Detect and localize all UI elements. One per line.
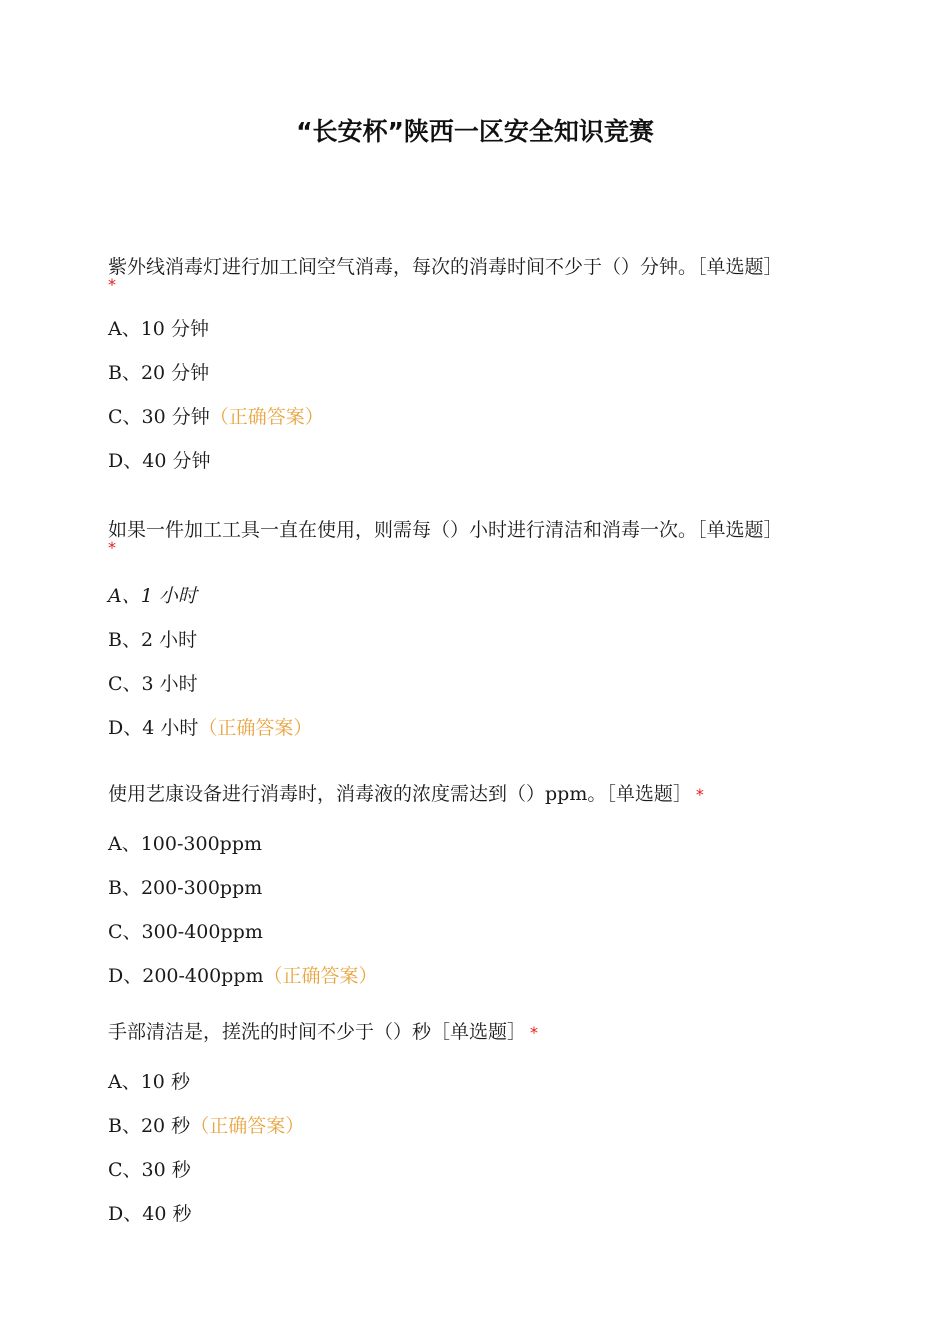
option-list	[108, 585, 848, 761]
option-list	[108, 1071, 848, 1247]
option-c: C、30 分钟（正确答案）	[108, 406, 324, 428]
option-b: B、20 秒（正确答案）	[108, 1115, 305, 1137]
question-text: 手部清洁是，搓洗的时间不少于（）秒［单选题］ *	[108, 1021, 539, 1043]
question-text: 使用艺康设备进行消毒时，消毒液的浓度需达到（）ppm。［单选题］ *	[108, 783, 704, 805]
required-mark: *	[108, 275, 116, 294]
question-4	[108, 1019, 848, 1247]
question-type: ［单选题］	[697, 256, 783, 278]
option-c: C、300-400ppm	[108, 921, 263, 943]
question-type: ［单选题］	[431, 1021, 527, 1043]
option-d: D、40 分钟	[108, 450, 211, 472]
page-title: “长安杯”陕西一区安全知识竞赛	[296, 117, 654, 146]
question-1	[108, 254, 848, 494]
question-3	[108, 781, 848, 1009]
option-b: B、20 分钟	[108, 362, 210, 384]
option-d: D、200-400ppm（正确答案）	[108, 965, 378, 987]
question-text: 紫外线消毒灯进行加工间空气消毒，每次的消毒时间不少于（）分钟。［单选题］	[108, 256, 783, 278]
correct-answer-mark: （正确答案）	[263, 965, 378, 987]
option-d: D、4 小时（正确答案）	[108, 717, 313, 739]
option-list	[108, 318, 848, 494]
option-list	[108, 833, 848, 1009]
question-text: 如果一件加工工具一直在使用，则需每（）小时进行清洁和消毒一次。［单选题］	[108, 519, 783, 541]
option-a: A、10 秒	[108, 1071, 190, 1093]
required-mark: *	[530, 1023, 539, 1042]
question-type: ［单选题］	[697, 519, 783, 541]
question-type: ［单选题］	[606, 783, 692, 805]
option-a: A、100-300ppm	[108, 833, 263, 855]
option-b: B、2 小时	[108, 629, 198, 651]
correct-answer-mark: （正确答案）	[190, 1115, 305, 1137]
required-mark: *	[108, 538, 116, 557]
option-b: B、200-300ppm	[108, 877, 263, 899]
option-c: C、3 小时	[108, 673, 198, 695]
question-2	[108, 517, 848, 761]
option-a: A、1 小时	[108, 585, 197, 607]
required-mark: *	[695, 785, 704, 804]
option-a: A、10 分钟	[108, 318, 209, 340]
option-c: C、30 秒	[108, 1159, 191, 1181]
correct-answer-mark: （正确答案）	[198, 717, 313, 739]
option-d: D、40 秒	[108, 1203, 192, 1225]
correct-answer-mark: （正确答案）	[209, 406, 324, 428]
